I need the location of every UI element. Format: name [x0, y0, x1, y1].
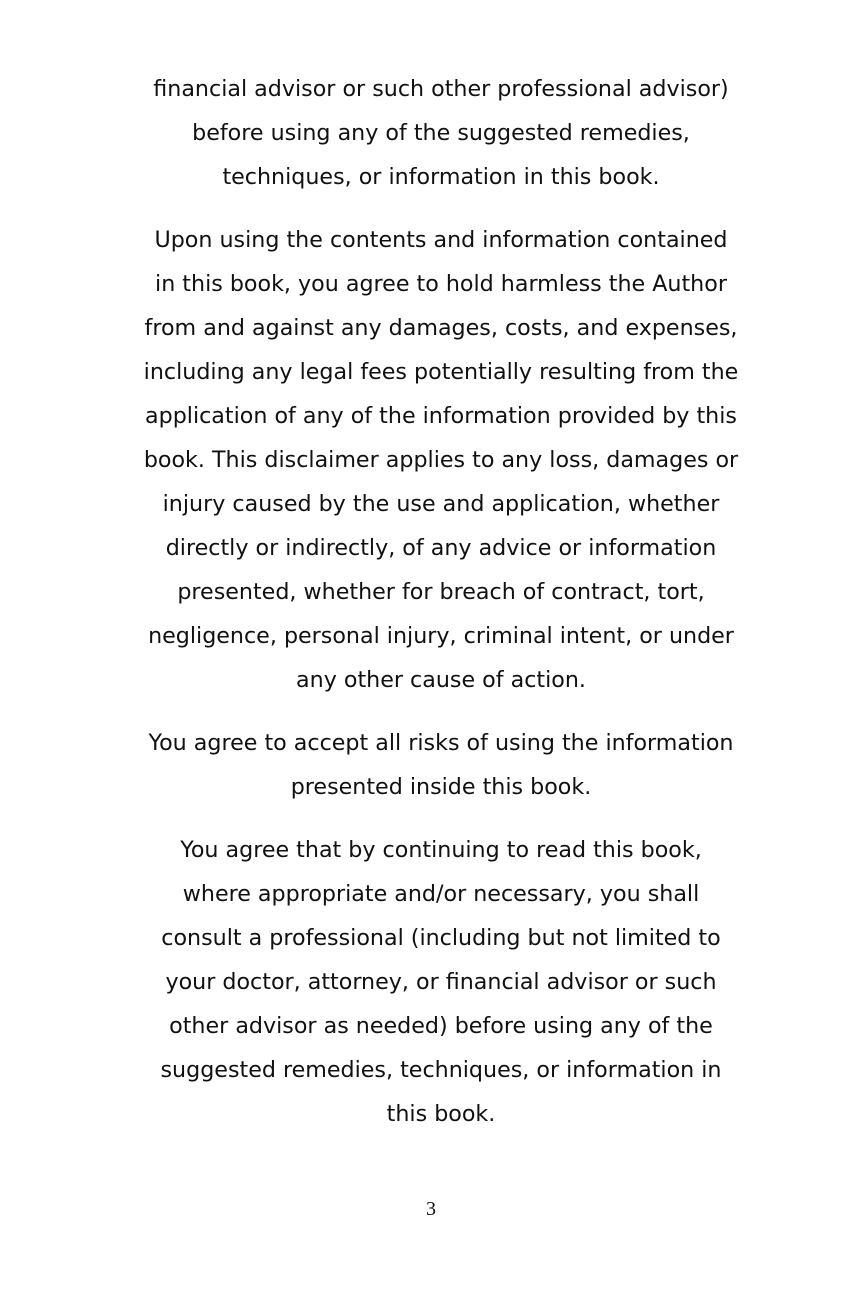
- text-line: injury caused by the use and application, whether: [162, 491, 720, 517]
- text-line: directly or indirectly, of any advice or information: [165, 535, 717, 561]
- body-text: [111, 67, 771, 1155]
- text-line: negligence, personal injury, criminal intent, or under: [148, 623, 734, 649]
- text-line: You agree that by continuing to read this book,: [180, 837, 702, 863]
- paragraph-1: [111, 67, 771, 199]
- text-line: techniques, or information in this book.: [222, 164, 660, 190]
- text-line: other advisor as needed) before using any of the: [169, 1013, 713, 1039]
- text-line: from and against any damages, costs, and expenses,: [144, 315, 738, 341]
- text-line: suggested remedies, techniques, or information in: [160, 1057, 722, 1083]
- text-line: Upon using the contents and information contained: [154, 227, 728, 253]
- text-line: this book.: [386, 1101, 496, 1127]
- text-line: book. This disclaimer applies to any loss, damages or: [143, 447, 739, 473]
- text-line: including any legal fees potentially resulting from the: [143, 359, 739, 385]
- text-line: financial advisor or such other professional advisor): [153, 76, 729, 102]
- text-line: application of any of the information provided by this: [145, 403, 737, 429]
- page-number: 3: [426, 1198, 436, 1220]
- text-line: presented, whether for breach of contract, tort,: [177, 579, 705, 605]
- text-line: before using any of the suggested remedies,: [192, 120, 690, 146]
- text-line: your doctor, attorney, or financial advisor or such: [165, 969, 717, 995]
- text-line: any other cause of action.: [296, 667, 586, 693]
- text-line: consult a professional (including but not limited to: [161, 925, 721, 951]
- text-line: presented inside this book.: [290, 774, 592, 800]
- text-line: in this book, you agree to hold harmless the Author: [155, 271, 727, 297]
- text-line: where appropriate and/or necessary, you shall: [182, 881, 700, 907]
- paragraph-4: [111, 828, 771, 1136]
- paragraph-3: [111, 721, 771, 809]
- text-line: You agree to accept all risks of using the information: [148, 730, 734, 756]
- paragraph-2: [111, 218, 771, 702]
